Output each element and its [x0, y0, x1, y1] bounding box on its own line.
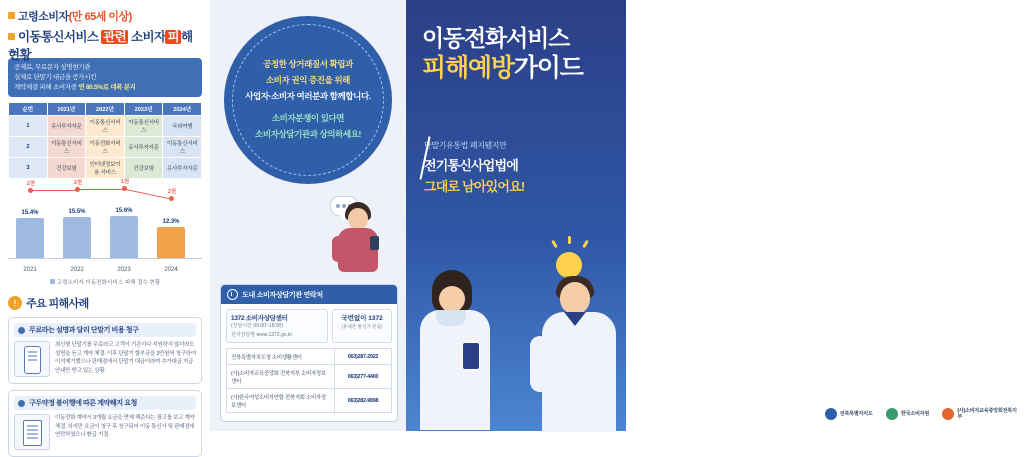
mission-line-2: 소비자 권익 증진을 위해	[265, 74, 350, 85]
row0-c3: 이동통신서비스	[124, 116, 163, 137]
case-1-title: 무료라는 설명과 달리 단말기 비용 청구	[29, 327, 139, 335]
cover-title-block	[422, 26, 612, 83]
row0-c2: 이동통신서비스	[86, 116, 125, 137]
contact-card-title: 도내 소비자상담기관 연락처	[242, 291, 323, 299]
logo-label-1: 한국소비자원	[900, 410, 930, 417]
bulb-ray-icon-2	[568, 236, 571, 244]
hotline-number: 국번없이 1372	[341, 315, 383, 322]
legend-swatch-icon	[50, 279, 55, 284]
hotline-title: 1372 소비자상담센터	[231, 315, 288, 322]
th-1: 2021년	[47, 103, 86, 116]
left-title-line1: 고령소비자(만 65세 이상)	[8, 8, 202, 24]
bullet-dot-icon	[18, 327, 25, 334]
chart-trend-seg-2	[79, 189, 125, 190]
chart-bar-2021	[16, 218, 44, 258]
man-head	[560, 282, 590, 314]
mission-text	[245, 57, 370, 143]
row1-num: 2	[9, 137, 48, 158]
contact-tel-0: 063)287-2922	[335, 349, 392, 365]
chart-pct-2024: 12.3%	[162, 219, 180, 226]
table-row	[9, 137, 202, 158]
chart-count-2021: 2천	[26, 181, 36, 188]
row2-c1: 건강보험	[47, 158, 86, 179]
info-icon	[227, 289, 238, 300]
note-line-3: 계약체결 피해 소비자중 연 80.5%로 대폭 분지	[14, 83, 136, 91]
person-arm	[332, 236, 344, 262]
cover-sub-line3: 그대로 남아있어요!	[424, 179, 525, 194]
mission-line-5: 소비자상담기관과 상의하세요!	[255, 129, 361, 140]
logo-item-2	[942, 408, 1019, 420]
contact-name-1: (사)소비자교육중앙회 전북지부 소비자정보센터	[227, 365, 335, 389]
row1-c2: 이동전화서비스	[86, 137, 125, 158]
document-icon	[23, 420, 42, 446]
woman-illustration	[414, 266, 500, 431]
hotline-right	[332, 309, 392, 343]
major-cases-title: 주요 피해사례	[26, 298, 89, 311]
case-1-text: 최신형 단말기를 무료라고 고객이 기존이다 지원하지 않더라도 설명을 듣고 계약 체결. 이후 단말기 할부금을 3만원씩 청구하여 이의제기했으나 판매점에서 단말기 대금이라며 추가대금 지급 안내만 받고 있는 상황.	[55, 342, 196, 374]
hotline-hours: (상담시간 09:00~18:00)	[231, 323, 283, 329]
footer-logos	[812, 397, 1032, 431]
contract-illustration	[14, 414, 50, 450]
row2-c3: 건강보험	[124, 158, 163, 179]
chart-count-2023: 1천	[120, 179, 130, 186]
chart-xlabel-2023: 2023	[117, 267, 131, 274]
case-card-2	[8, 390, 202, 457]
case-2-text: 이동전화 계약시 3개월 요금을 면제 해준다는 광고를 보고 계약 체결. 하지만 요금이 청구 후 청구되어 이동 통신사 및 판매점에 연락하였으나 환급 거절.	[55, 415, 195, 439]
man-arm	[530, 336, 550, 392]
square-bullet-icon-2	[8, 33, 15, 40]
chart-xlabel-2024: 2024	[164, 267, 178, 274]
table-row	[9, 158, 202, 179]
hotline-row	[226, 309, 392, 343]
bubble-dots-icon	[336, 204, 340, 208]
chart-trend-seg-1	[32, 190, 78, 191]
person-phone-icon	[370, 236, 379, 250]
table-header-row	[9, 103, 202, 116]
exclamation-icon: !	[8, 296, 22, 310]
table-row	[227, 365, 392, 389]
consumer-illustration	[330, 196, 394, 278]
woman-collar	[436, 310, 466, 326]
th-0: 순번	[9, 103, 48, 116]
logo-label-2: (사)소비자교육중앙회전북지부	[957, 407, 1017, 420]
chart-pct-2021: 15.4%	[21, 210, 39, 217]
province-logo-icon	[825, 408, 837, 420]
th-4: 2024년	[163, 103, 202, 116]
contact-card-header	[221, 285, 397, 304]
contacts-table	[226, 348, 392, 413]
man-illustration	[534, 276, 624, 431]
chart-bar-2022	[63, 217, 91, 258]
case-2-title: 구두약정 불이행에 따른 계약해지 요청	[29, 400, 137, 408]
case-2-body	[14, 414, 196, 450]
smartphone-illustration	[14, 341, 50, 377]
person-body	[338, 228, 378, 272]
chart-count-2024: 2천	[167, 189, 177, 196]
mission-line-4: 소비자분쟁이 있다면	[271, 113, 345, 124]
row0-num: 1	[9, 116, 48, 137]
left-note-box	[8, 58, 202, 97]
kca-logo-icon	[886, 408, 898, 420]
phone-icon	[24, 346, 41, 374]
bulb-ray-icon-3	[582, 240, 589, 248]
chart-pct-2023: 15.6%	[115, 208, 133, 215]
top-complaints-table	[8, 102, 202, 179]
chart-bar-2023	[110, 216, 138, 258]
table-row	[227, 349, 392, 365]
th-3: 2023년	[124, 103, 163, 116]
contact-name-2: (사)한국여성소비자연합 전북지회 소비자정보센터	[227, 389, 335, 413]
person-head	[348, 208, 368, 229]
contact-tel-2: 063)282-9898	[335, 389, 392, 413]
center-panel	[210, 0, 406, 431]
square-bullet-icon	[8, 12, 15, 19]
cover-subtitle-block	[424, 140, 614, 195]
row1-c4: 이동통신서비스	[163, 137, 202, 158]
consumer-edu-logo-icon	[942, 408, 954, 420]
lightbulb-icon	[556, 252, 582, 278]
woman-body	[420, 310, 490, 430]
row2-c4: 유사투자자문	[163, 158, 202, 179]
logo-label-0: 전북특별자치도	[839, 410, 873, 417]
hotline-left	[226, 309, 328, 343]
hotline-number-note: (휴대폰 발신가 분담)	[341, 324, 383, 329]
row0-c1: 유사투자자문	[47, 116, 86, 137]
table-row	[227, 389, 392, 413]
woman-phone-icon	[462, 342, 480, 370]
bulb-ray-icon-1	[551, 240, 558, 248]
chart-xlabel-2022: 2022	[70, 267, 84, 274]
cover-title-line1: 이동전화서비스	[422, 25, 570, 51]
major-cases-heading	[8, 295, 202, 311]
case-card-1	[8, 317, 202, 384]
table-row	[9, 116, 202, 137]
woman-face	[439, 286, 465, 312]
bullet-dot-icon-2	[18, 400, 25, 407]
man-body	[542, 312, 616, 432]
cover-title-line2: 피해예방가이드	[422, 54, 583, 83]
contact-tel-1: 063)277-4400	[335, 365, 392, 389]
logo-item-1	[886, 408, 929, 420]
mission-circle-inner	[232, 24, 384, 176]
row1-c1: 이동통신서비스	[47, 137, 86, 158]
chart-caption: 고령소비자 이동전화서비스 피해 접수 현황	[8, 278, 202, 286]
mission-line-1: 공정한 상거래질서 확립과	[263, 59, 353, 70]
case-2-title-row	[14, 396, 196, 410]
left-title-block	[8, 8, 202, 62]
note-line-1: 공제료, 무료문자 설명현기관	[14, 64, 91, 71]
contact-card	[220, 284, 398, 422]
chart-count-2022: 2천	[73, 180, 83, 187]
case-1-body	[14, 341, 196, 377]
th-2: 2022년	[86, 103, 125, 116]
note-line-2: 실제로 단말기 대금을 증가시킨	[14, 73, 97, 81]
case-1-title-row	[14, 323, 196, 337]
complaints-chart	[8, 179, 202, 277]
mission-circle	[224, 16, 392, 184]
left-title-line2: 이동통신서비스 관련 소비자 피 해 현황	[8, 30, 193, 62]
chart-axis	[8, 258, 202, 259]
cover-sub-line2: 전기통신사업법에	[424, 158, 519, 173]
chart-bar-2024	[157, 227, 185, 258]
contact-name-0: 전북특별자치도청 소비생활센터	[227, 349, 335, 365]
row2-c2: 인터넷정보이용 서비스	[86, 158, 125, 179]
mission-line-3: 사업자·소비자 여러분과 함께합니다.	[245, 90, 371, 101]
right-cover-panel	[406, 0, 1017, 431]
hotline-website[interactable]: 전자상담방 www.1372.go.kr	[231, 331, 293, 338]
cover-sub-line1: 단말기유통법 폐지됐지만	[424, 141, 507, 150]
row1-c3: 유사투자자문	[124, 137, 163, 158]
chart-pct-2022: 15.5%	[68, 209, 86, 216]
chart-xlabel-2021: 2021	[23, 267, 37, 274]
left-panel	[0, 0, 210, 439]
logo-item-0	[825, 408, 873, 420]
row2-num: 3	[9, 158, 48, 179]
row0-c4: 국외여행	[163, 116, 202, 137]
